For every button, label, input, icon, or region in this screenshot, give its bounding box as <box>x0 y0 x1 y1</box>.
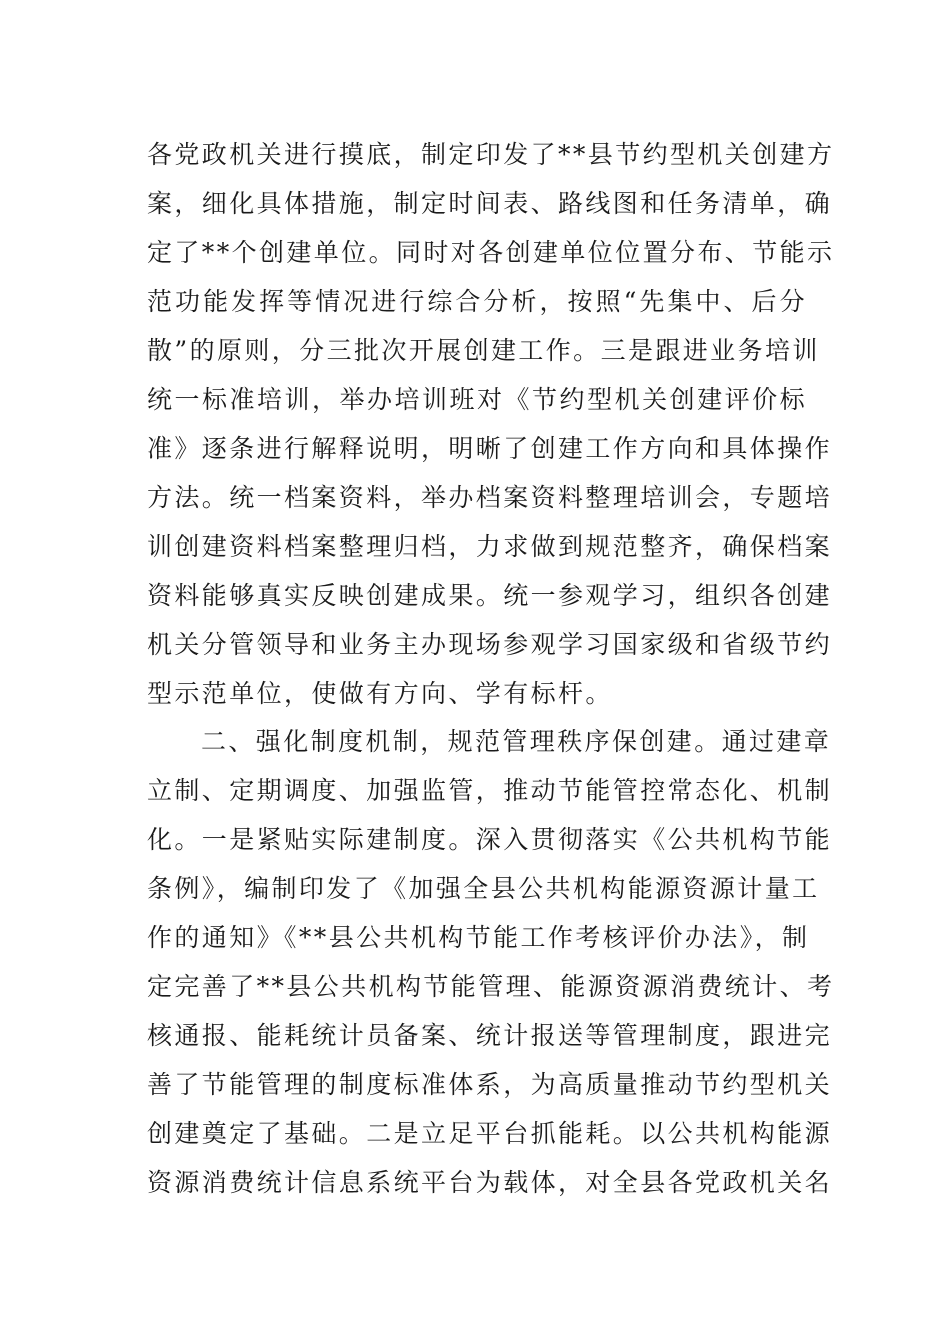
paragraph-2-line: 核通报、能耗统计员备案、统计报送等管理制度，跟进完 <box>147 1021 833 1050</box>
paragraph-2-line: 立制、定期调度、加强监管，推动节能管控常态化、机制 <box>147 776 833 805</box>
paragraph-1-line: 准》逐条进行解释说明，明晰了创建工作方向和具体操作 <box>147 434 833 463</box>
paragraph-1-line: 各党政机关进行摸底，制定印发了**县节约型机关创建方 <box>147 140 835 169</box>
paragraph-1-line: 资料能够真实反映创建成果。统一参观学习，组织各创建 <box>147 581 833 610</box>
paragraph-2 <box>147 717 835 1207</box>
paragraph-1-line: 训创建资料档案整理归档，力求做到规范整齐，确保档案 <box>147 532 833 561</box>
paragraph-1-line: 型示范单位，使做有方向、学有标杆。 <box>147 679 613 708</box>
paragraph-1-line: 案，细化具体措施，制定时间表、路线图和任务清单，确 <box>147 189 833 218</box>
paragraph-2-line: 条例》，编制印发了《加强全县公共机构能源资源计量工 <box>147 874 820 903</box>
paragraph-2-line: 作的通知》《**县公共机构节能工作考核评价办法》，制 <box>147 923 810 952</box>
paragraph-2-line: 创建奠定了基础。二是立足平台抓能耗。以公共机构能源 <box>147 1119 833 1148</box>
paragraph-2-line: 资源消费统计信息系统平台为载体，对全县各党政机关名 <box>147 1168 833 1197</box>
paragraph-1-line: 方法。统一档案资料，举办档案资料整理培训会，专题培 <box>147 483 833 512</box>
paragraph-2-line: 善了节能管理的制度标准体系，为高质量推动节约型机关 <box>147 1070 833 1099</box>
paragraph-1-line: 散”的原则，分三批次开展创建工作。三是跟进业务培训 <box>147 336 820 365</box>
paragraph-1-line: 统一标准培训，举办培训班对《节约型机关创建评价标 <box>147 385 807 414</box>
paragraph-2-line: 定完善了**县公共机构节能管理、能源资源消费统计、考 <box>147 972 835 1001</box>
paragraph-1-line: 定了**个创建单位。同时对各创建单位位置分布、节能示 <box>147 238 835 267</box>
paragraph-2-line: 化。一是紧贴实际建制度。深入贯彻落实《公共机构节能 <box>147 825 833 854</box>
paragraph-1 <box>147 130 835 718</box>
paragraph-2-heading-line: 二、强化制度机制，规范管理秩序保创建。通过建章 <box>201 727 832 756</box>
paragraph-1-line: 机关分管领导和业务主办现场参观学习国家级和省级节约 <box>147 630 833 659</box>
paragraph-1-line: 范功能发挥等情况进行综合分析，按照“先集中、后分 <box>147 287 807 316</box>
